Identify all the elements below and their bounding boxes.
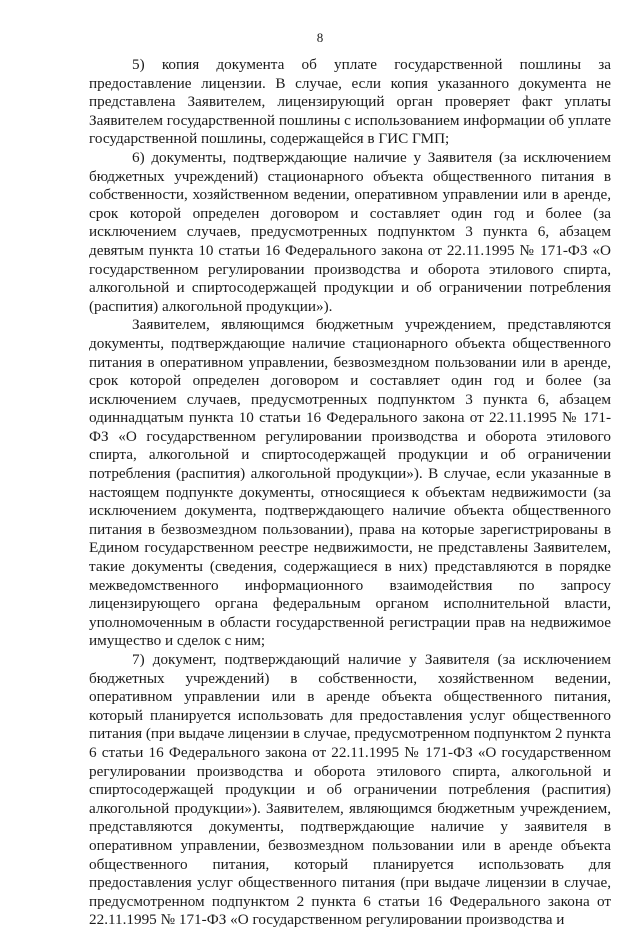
page-number: 8 — [316, 30, 324, 45]
document-body — [89, 56, 611, 930]
paragraph-item-7: 7) документ, подтверждающий наличие у Заявителя (за исключением бюджетных учреждений) в собственности, хозяйственном ведении, оперативном управлении или в аренде объекта общественного питания, который планируется использовать для предоставления услуг общественного питания (при выдаче лицензии в случае, предусмотренном подпунктом 2 пункта 6 статьи 16 Федерального закона от 22.11.1995 № 171-ФЗ «О государственном регулировании производства и оборота этилового спирта, алкогольной и спиртосодержащей продукции и об ограничении потребления (распития) алкогольной продукции»). Заявителем, являющимся бюджетным учреждением, представляются документы, подтверждающие наличие у заявителя в оперативном управлении, безвозмездном пользовании или в аренде объекта общественного питания, который планируется использовать для предоставления услуг общественного питания (при выдаче лицензии в случае, предусмотренном подпунктом 2 пункта 6 статьи 16 Федерального закона от 22.11.1995 № 171-ФЗ «О государственном регулировании производства и — [89, 651, 611, 929]
paragraph-budget-institution: Заявителем, являющимся бюджетным учреждением, представляются документы, подтверждающие наличие стационарного объекта общественного питания в оперативном управлении, безвозмездном пользовании или в аренде, срок которой определен договором и составляет один год и более (за исключением случаев, предусмотренных подпунктом 3 пункта 6, абзацем одиннадцатым пункта 10 статьи 16 Федерального закона от 22.11.1995 № 171-ФЗ «О государственном регулировании производства и оборота этилового спирта, алкогольной и спиртосодержащей продукции и об ограничении потребления (распития) алкогольной продукции»). В случае, если указанные в настоящем подпункте документы, относящиеся к объектам недвижимости (за исключением документа, подтверждающего наличие объекта общественного питания в безвозмездном пользовании), права на которые зарегистрированы в Едином государственном реестре недвижимости, не представлены Заявителем, такие документы (сведения, содержащиеся в них) представляются в порядке межведомственного информационного взаимодействия по запросу лицензирующего органа федеральным органом исполнительной власти, уполномоченным в области государственной регистрации прав на недвижимое имущество и сделок с ним; — [89, 316, 611, 650]
paragraph-item-6: 6) документы, подтверждающие наличие у Заявителя (за исключением бюджетных учреждений) стационарного объекта общественного питания в собственности, хозяйственном ведении, оперативном управлении или в аренде, срок которой определен договором и составляет один год и более (за исключением случаев, предусмотренных подпунктом 3 пункта 6, абзацем девятым пункта 10 статьи 16 Федерального закона от 22.11.1995 № 171-ФЗ «О государственном регулировании производства и оборота этилового спирта, алкогольной и спиртосодержащей продукции и об ограничении потребления (распития) алкогольной продукции»). — [89, 148, 611, 315]
paragraph-item-5: 5) копия документа об уплате государственной пошлины за предоставление лицензии. В случае, если копия указанного документа не представлена Заявителем, лицензирующий орган проверяет факт уплаты Заявителем государственной пошлины с использованием информации об уплате государственной пошлины, содержащейся в ГИС ГМП; — [89, 56, 611, 148]
